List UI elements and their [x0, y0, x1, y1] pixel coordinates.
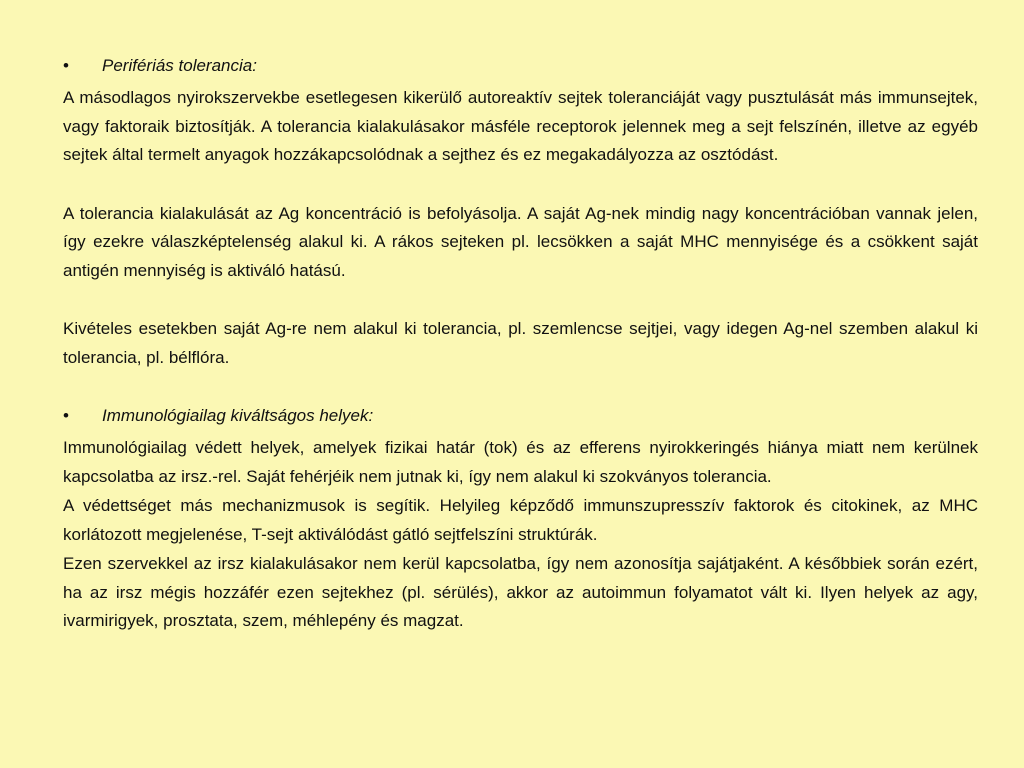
paragraph: A tolerancia kialakulását az Ag koncentráció is befolyásolja. A saját Ag-nek mindig nagy koncentrációban vannak jelen, így ezekre válaszképtelenség alakul ki. A rákos sejteken pl. lecsökken a saját MHC mennyisége és a csökkent saját antigén mennyiség is aktiváló hatású. — [63, 203, 978, 280]
paragraph: A másodlagos nyirokszervekbe esetlegesen kikerülő autoreaktív sejtek toleranciáját vagy pusztulását más immunsejtek, vagy faktoraik biztosítják. A tolerancia kialakulásakor másféle receptorok jelennek meg a sejt felszínén, illetve az egyéb sejtek által termelt anyagok hozzákapcsolódnak a sejthez és ez megakadályozza az osztódást. — [63, 88, 978, 164]
paragraph: Kivételes esetekben saját Ag-re nem alakul ki tolerancia, pl. szemlencse sejtjei, vagy idegen Ag-nel szemben alakul ki tolerancia, pl. bélflóra. — [63, 319, 978, 367]
paragraph: A védettséget más mechanizmusok is segítik. Helyileg képződő immunszupresszív faktorok és citokinek, az MHC korlátozott megjelenése, T-sejt aktiválódást gátló sejtfelszíni struktúrák. — [63, 496, 978, 544]
paragraph: Ezen szervekkel az irsz kialakulásakor nem kerül kapcsolatba, így nem azonosítja sajátjaként. A későbbiek során ezért, ha az irsz mégis hozzáfér ezen sejtekhez (pl. sérülés), akkor az autoimmun folyamatot vált ki. Ilyen helyek az agy, ivarmirigyek, prosztata, szem, méhlepény és magzat. — [63, 554, 978, 630]
section-heading-privileged-sites — [63, 402, 978, 430]
paragraph: Immunológiailag védett helyek, amelyek fizikai határ (tok) és az efferens nyirokkeringés hiánya miatt nem kerülnek kapcsolatba az irsz.-rel. Saját fehérjéik nem jutnak ki, így nem alakul ki szokványos tolerancia. — [63, 438, 978, 486]
bullet-icon: • — [63, 406, 69, 425]
bullet-icon: • — [63, 56, 69, 75]
section-heading-peripheral-tolerance — [63, 52, 978, 80]
heading-text: Perifériás tolerancia: — [102, 56, 257, 75]
heading-text: Immunológiailag kiváltságos helyek: — [102, 406, 374, 425]
